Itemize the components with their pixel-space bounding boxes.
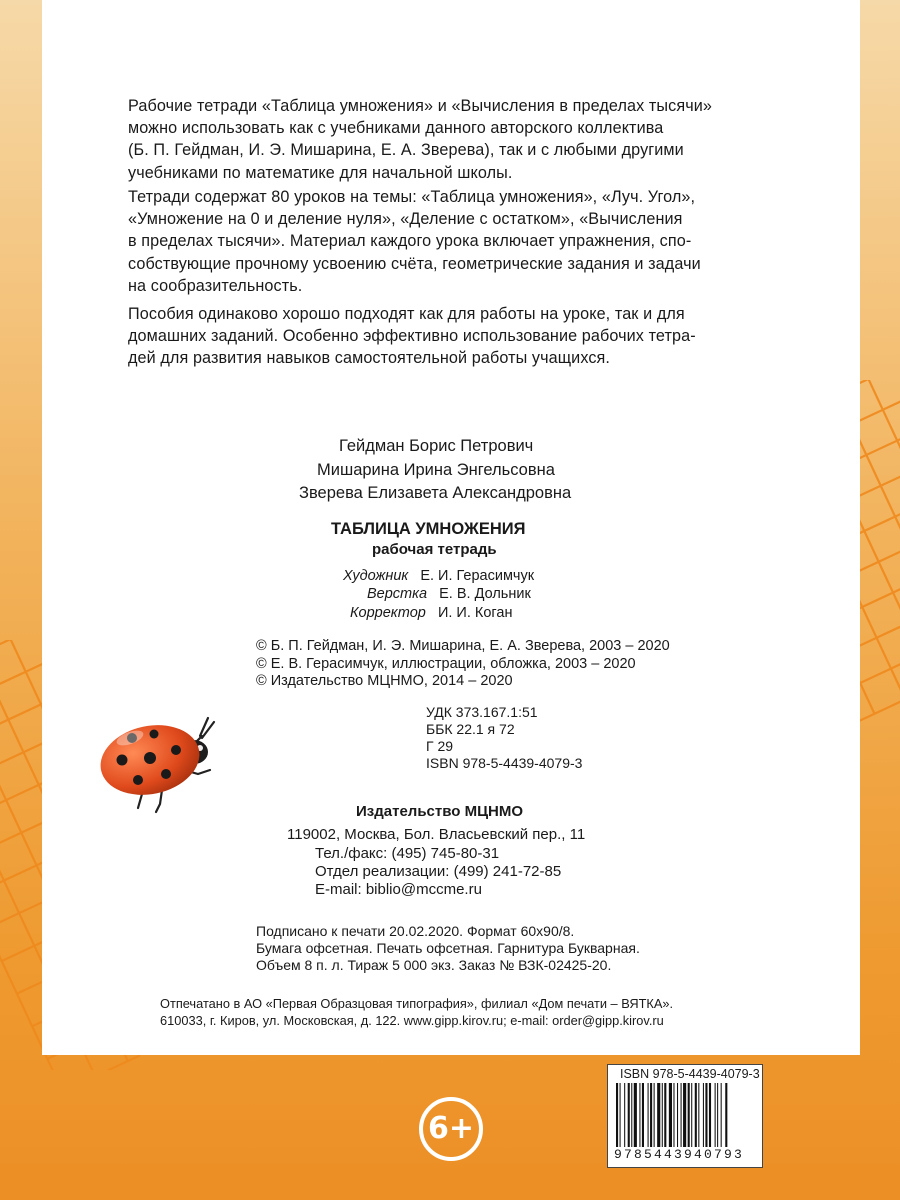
publisher-name: Издательство МЦНМО — [356, 803, 524, 820]
isbn-number: ISBN 978-5-4439-4079-3 — [426, 755, 583, 771]
barcode-digits: 9785443940793 — [614, 1147, 745, 1162]
credit-layout — [367, 586, 531, 602]
text-line: (Б. П. Гейдман, И. Э. Мишарина, Е. А. Зверева), так и с любыми другими — [128, 141, 684, 160]
text-line: в пределах тысячи». Материал каждого урока включает упражнения, спо- — [128, 232, 692, 251]
credit-role: Художник — [343, 568, 409, 584]
print-info-line-3: Объем 8 п. л. Тираж 5 000 экз. Заказ № ВЗК-02425-20. — [256, 957, 612, 973]
text-line: Рабочие тетради «Таблица умножения» и «Вычисления в пределах тысячи» — [128, 97, 712, 115]
credit-name: И. И. Коган — [437, 605, 513, 621]
author-3: Зверева Елизавета Александровна — [299, 484, 572, 502]
text-line: дей для развития навыков самостоятельной работы учащихся. — [128, 349, 610, 368]
ladybug-illustration — [92, 708, 222, 818]
credit-name: Е. И. Герасимчук — [420, 568, 535, 584]
credit-artist — [343, 568, 534, 584]
text-line: учебниками по математике для начальной школы. — [128, 163, 513, 182]
udk-code: УДК 373.167.1:51 — [426, 704, 538, 720]
text-line: домашних заданий. Особенно эффективно использование рабочих тетра- — [128, 327, 696, 346]
print-info-line-2: Бумага офсетная. Печать офсетная. Гарнитура Букварная. — [256, 940, 640, 956]
text-line: на сообразительность. — [128, 276, 303, 295]
intro-paragraph-1 — [128, 95, 778, 184]
print-info-line-1: Подписано к печати 20.02.2020. Формат 60x90/8. — [256, 923, 575, 939]
book-subtitle: рабочая тетрадь — [372, 541, 497, 558]
copyright-line-1: © Б. П. Гейдман, И. Э. Мишарина, Е. А. Зверева, 2003 – 2020 — [256, 638, 670, 654]
book-title: ТАБЛИЦА УМНОЖЕНИЯ — [331, 520, 526, 538]
credit-proofreader — [350, 605, 512, 621]
bbk-code: ББК 22.1 я 72 — [426, 721, 515, 737]
publisher-phone: Тел./факс: (495) 745-80-31 — [315, 845, 500, 862]
copyright-line-3: © Издательство МЦНМО, 2014 – 2020 — [256, 673, 513, 689]
author-1: Гейдман Борис Петрович — [339, 437, 534, 455]
author-mark: Г 29 — [426, 738, 454, 754]
text-line: собствующие прочному усвоению счёта, геометрические задания и задачи — [128, 254, 701, 273]
text-line: Тетради содержат 80 уроков на темы: «Таблица умножения», «Луч. Угол», — [128, 188, 696, 206]
printer-line-1: Отпечатано в АО «Первая Образцовая типография», филиал «Дом печати – ВЯТКА». — [160, 996, 674, 1011]
credit-role: Корректор — [350, 605, 426, 621]
age-rating-badge: 6+ — [419, 1097, 483, 1161]
publisher-address: 119002, Москва, Бол. Власьевский пер., 11 — [287, 826, 586, 843]
intro-paragraph-3 — [128, 303, 778, 370]
publisher-sales: Отдел реализации: (499) 241-72-85 — [315, 863, 562, 880]
publisher-email: E-mail: biblio@mccme.ru — [315, 881, 482, 898]
text-line: можно использовать как с учебниками данного авторского коллектива — [128, 119, 664, 138]
text-line: Пособия одинаково хорошо подходят как для работы на уроке, так и для — [128, 305, 685, 323]
credit-name: Е. В. Дольник — [439, 586, 531, 602]
text-line: «Умножение на 0 и деление нуля», «Деление с остатком», «Вычисления — [128, 210, 683, 229]
intro-paragraph-2 — [128, 186, 778, 297]
author-2: Мишарина Ирина Энгельсовна — [317, 461, 555, 479]
barcode-isbn-label: ISBN 978-5-4439-4079-3 — [620, 1067, 760, 1081]
copyright-line-2: © Е. В. Герасимчук, иллюстрации, обложка, 2003 – 2020 — [256, 656, 636, 672]
barcode-box — [607, 1064, 763, 1168]
printer-line-2: 610033, г. Киров, ул. Московская, д. 122. www.gipp.kirov.ru; e-mail: order@gipp.kirov.ru — [160, 1013, 664, 1028]
barcode — [614, 1083, 756, 1147]
credit-role: Верстка — [367, 586, 428, 602]
